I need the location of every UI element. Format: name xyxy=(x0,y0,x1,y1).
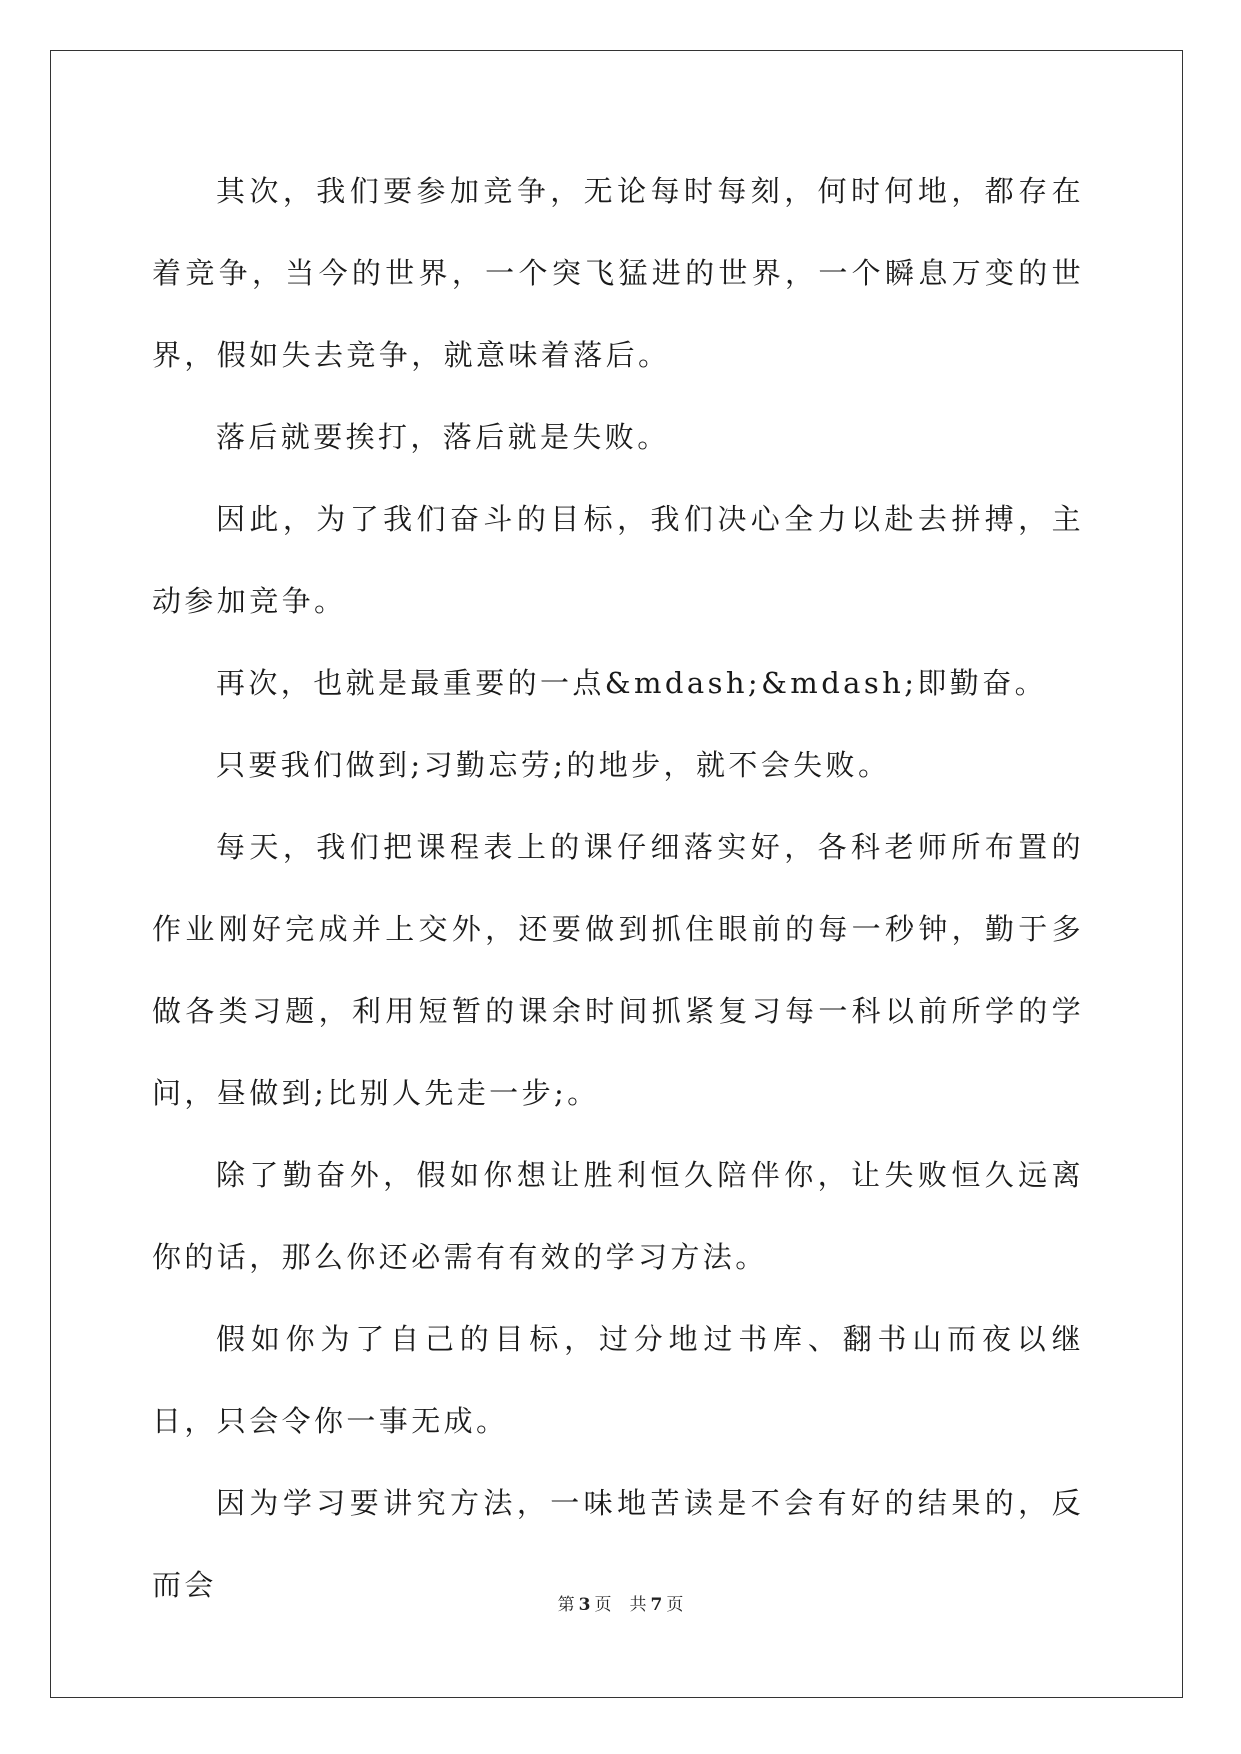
footer-current-suffix: 页 xyxy=(594,1595,612,1615)
paragraph: 因为学习要讲究方法，一味地苦读是不会有好的结果的，反而会 xyxy=(152,1486,1084,1602)
paragraph: 因此，为了我们奋斗的目标，我们决心全力以赴去拼搏，主动参加竞争。 xyxy=(152,502,1084,618)
paragraph: 落后就要挨打，落后就是失败。 xyxy=(216,420,670,454)
total-pages-number: 7 xyxy=(650,1595,663,1615)
current-page-number: 3 xyxy=(578,1595,591,1615)
footer-prefix: 第 xyxy=(557,1595,575,1615)
paragraph: 只要我们做到;习勤忘劳;的地步，就不会失败。 xyxy=(216,748,891,782)
paragraph: 每天，我们把课程表上的课仔细落实好，各科老师所布置的作业刚好完成并上交外，还要做到抓住眼前的每一秒钟，勤于多做各类习题，利用短暂的课余时间抓紧复习每一科以前所学的学问，昼做到;比别人先走一步;。 xyxy=(152,830,1084,1110)
paragraph: 假如你为了自己的目标，过分地过书库、翻书山而夜以继日，只会令你一事无成。 xyxy=(152,1322,1084,1438)
document-body xyxy=(152,150,1084,1626)
paragraph: 其次，我们要参加竞争，无论每时每刻，何时何地，都存在着竞争，当今的世界，一个突飞猛进的世界，一个瞬息万变的世界，假如失去竞争，就意味着落后。 xyxy=(152,174,1084,372)
page-footer xyxy=(0,1590,1241,1615)
footer-total-prefix: 共 xyxy=(629,1595,647,1615)
footer-total-suffix: 页 xyxy=(666,1595,684,1615)
paragraph: 再次，也就是最重要的一点&mdash;&mdash;即勤奋。 xyxy=(216,666,1047,700)
paragraph: 除了勤奋外，假如你想让胜利恒久陪伴你，让失败恒久远离你的话，那么你还必需有有效的学习方法。 xyxy=(152,1158,1084,1274)
